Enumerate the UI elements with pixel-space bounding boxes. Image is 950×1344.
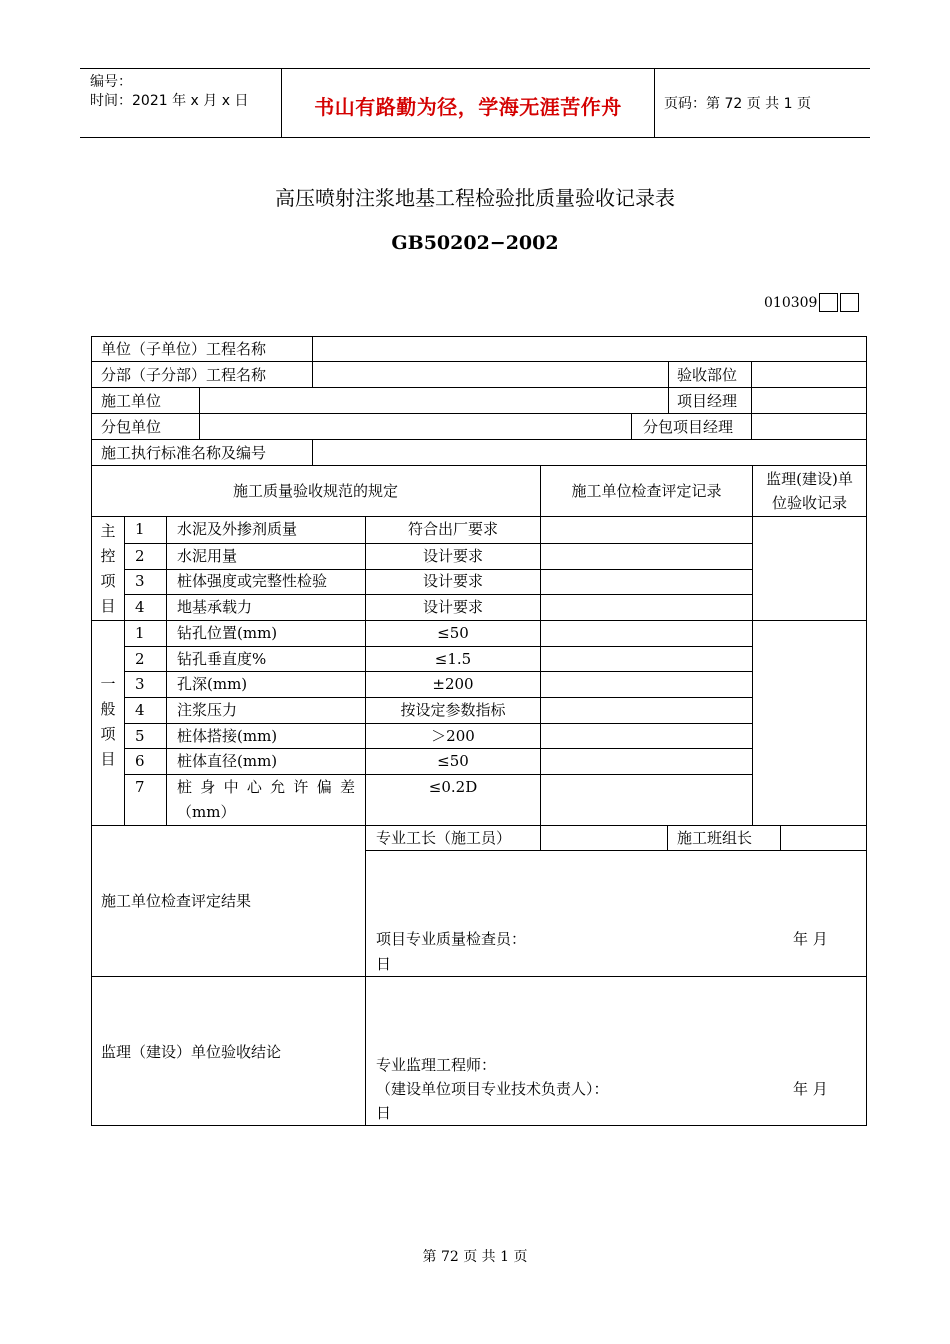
table-border	[866, 336, 867, 1126]
main-item-name: 水泥用量	[177, 547, 238, 565]
general-items-check-record[interactable]	[541, 621, 752, 825]
team-leader-field[interactable]	[781, 827, 866, 850]
general-item-no: 7	[135, 778, 145, 796]
spec-header: 施工质量验收规范的规定	[232, 482, 398, 500]
date-year-month: 年 月	[793, 1080, 828, 1098]
date-year-month: 年 月	[793, 930, 828, 948]
construction-result-label: 施工单位检查评定结果	[101, 892, 252, 910]
supervisor-label: 专业监理工程师：	[376, 1056, 497, 1074]
supervision-conclusion-label: 监理（建设）单位验收结论	[101, 1043, 282, 1061]
form-code-box[interactable]	[840, 293, 859, 312]
acceptance-part-label: 验收部位	[677, 366, 738, 384]
general-item-name: 钻孔垂直度%	[177, 650, 267, 668]
standard-label: 施工执行标准名称及编号	[101, 444, 267, 462]
main-item-no: 2	[135, 547, 145, 565]
subdivision-label: 分部（子分部）工程名称	[101, 366, 267, 384]
supervision-header: 监理(建设)单	[766, 470, 853, 488]
general-item-name: 注浆压力	[177, 701, 238, 719]
general-item-requirement: ≤1.5	[434, 650, 472, 668]
subcontractor-field[interactable]	[200, 415, 631, 439]
col-line	[668, 362, 669, 414]
main-item-requirement: 设计要求	[422, 547, 483, 565]
foreman-field[interactable]	[541, 827, 667, 850]
construction-result-field[interactable]	[366, 851, 866, 926]
subdivision-field[interactable]	[313, 363, 668, 387]
quality-inspector-label: 项目专业质量检查员：	[376, 930, 527, 948]
main-item-name: 地基承载力	[177, 598, 253, 616]
general-item-requirement: ±200	[432, 675, 474, 693]
general-item-requirement: ≤0.2D	[428, 778, 478, 796]
date-day: 日	[376, 1104, 392, 1122]
form-code	[764, 293, 859, 312]
owner-representative-label: （建设单位项目专业技术负责人）：	[376, 1080, 609, 1098]
team-leader-label: 施工班组长	[677, 829, 753, 847]
subcontract-manager-field[interactable]	[752, 415, 866, 439]
table-border	[91, 1125, 867, 1126]
general-item-name: 桩身中心允许偏差	[177, 778, 357, 796]
unit-name-label: 单位（子单位）工程名称	[101, 340, 267, 358]
general-item-no: 6	[135, 752, 145, 770]
general-item-name: 桩体直径(mm)	[177, 752, 278, 770]
col-line	[667, 826, 668, 851]
main-item-requirement: 设计要求	[422, 598, 483, 616]
document-time-label: 时间：2021 年 x 月 x 日	[90, 93, 249, 109]
general-item-name: 钻孔位置(mm)	[177, 624, 278, 642]
form-code-box[interactable]	[819, 293, 838, 312]
foreman-label: 专业工长（施工员）	[376, 829, 512, 847]
general-item-name: 桩体搭接(mm)	[177, 727, 278, 745]
document-number-label: 编号：	[90, 74, 132, 90]
main-control-group-label: 主 控 项 目	[100, 522, 116, 615]
check-record-header: 施工单位检查评定记录	[571, 482, 722, 500]
main-item-no: 3	[135, 572, 145, 590]
general-item-no: 1	[135, 624, 145, 642]
general-items-supervision-record[interactable]	[753, 621, 866, 825]
standard-field[interactable]	[313, 441, 866, 465]
page-title: 高压喷射注浆地基工程检验批质量验收记录表	[275, 186, 675, 210]
project-manager-field[interactable]	[752, 389, 866, 413]
header-motto: 书山有路勤为径，学海无涯苦作舟	[314, 95, 622, 119]
general-item-requirement: 按设定参数指标	[400, 701, 506, 719]
acceptance-part-field[interactable]	[752, 363, 866, 387]
header-divider	[654, 69, 655, 137]
main-item-name: 桩体强度或完整性检验	[177, 572, 328, 590]
subcontractor-label: 分包单位	[101, 418, 162, 436]
general-group-label: 一 般 项 目	[100, 675, 116, 768]
supervision-conclusion-field[interactable]	[366, 977, 866, 1047]
header-meta	[90, 73, 248, 111]
construction-unit-field[interactable]	[200, 389, 668, 413]
general-item-no: 2	[135, 650, 145, 668]
date-day: 日	[376, 955, 392, 973]
main-item-requirement: 设计要求	[422, 572, 483, 590]
main-item-name: 水泥及外掺剂质量	[177, 520, 298, 538]
general-item-name-unit: （mm）	[177, 803, 236, 821]
general-item-no: 4	[135, 701, 145, 719]
unit-name-field[interactable]	[313, 337, 866, 361]
project-manager-label: 项目经理	[677, 392, 738, 410]
header-page-info: 页码：第 72 页 共 1 页	[664, 96, 811, 112]
page-footer: 第 72 页 共 1 页	[422, 1249, 528, 1265]
form-code-number: 010309	[764, 294, 818, 311]
main-items-check-record[interactable]	[541, 517, 752, 620]
main-items-supervision-record[interactable]	[753, 517, 866, 620]
main-item-no: 1	[135, 520, 145, 538]
col-line	[631, 414, 632, 440]
subcontract-manager-label: 分包项目经理	[643, 418, 734, 436]
supervision-header: 位验收记录	[771, 494, 847, 512]
general-item-requirement: ＞200	[431, 727, 475, 745]
general-item-name: 孔深(mm)	[177, 675, 248, 693]
main-item-no: 4	[135, 598, 145, 616]
standard-code-title: GB50202−2002	[391, 232, 559, 254]
main-item-requirement: 符合出厂要求	[407, 520, 498, 538]
general-item-no: 5	[135, 727, 145, 745]
page-header	[80, 68, 870, 138]
general-item-no: 3	[135, 675, 145, 693]
general-item-requirement: ≤50	[437, 752, 469, 770]
construction-unit-label: 施工单位	[101, 392, 162, 410]
general-item-requirement: ≤50	[437, 624, 469, 642]
